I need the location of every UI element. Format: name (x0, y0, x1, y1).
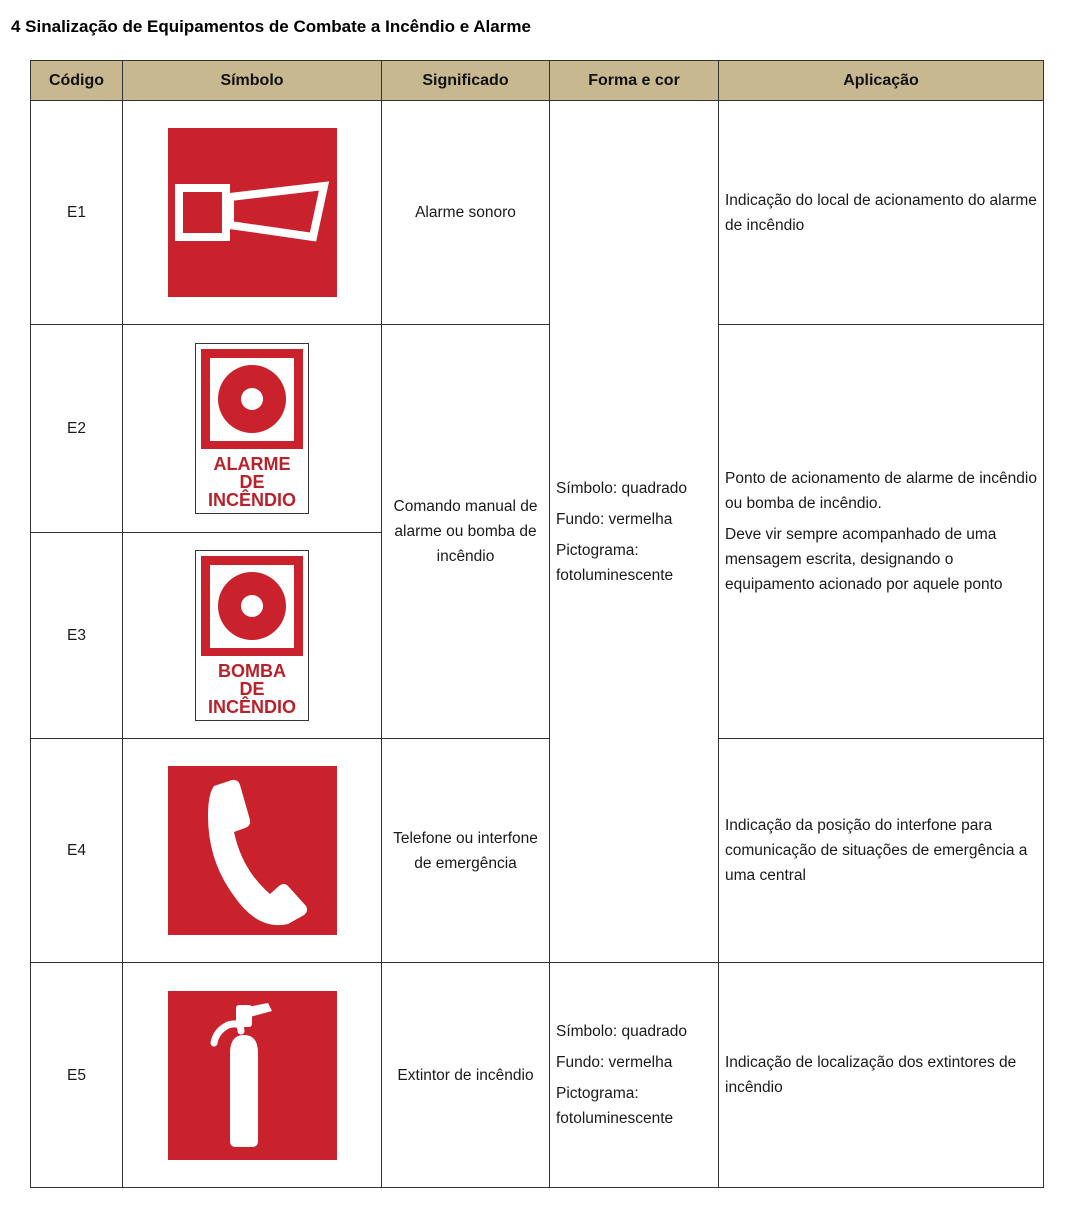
header-symbol: Símbolo (123, 61, 382, 101)
symbol-cell (123, 739, 382, 963)
form-line: Fundo: vermelha (556, 510, 673, 528)
table-row (31, 963, 1044, 1188)
sign-caption: ALARME (213, 454, 291, 474)
symbol-cell (123, 963, 382, 1188)
sign-caption: BOMBA (218, 661, 286, 681)
sign-caption: INCÊNDIO (207, 490, 297, 510)
code-cell: E4 (31, 739, 123, 963)
header-meaning: Significado (382, 61, 550, 101)
table-row (31, 739, 1044, 963)
application-cell (719, 325, 1044, 739)
sign-caption: INCÊNDIO (207, 697, 297, 717)
horn-siren-icon (168, 128, 337, 297)
meaning-cell: Telefone ou interfone de emergência (382, 739, 550, 963)
code-cell: E2 (31, 325, 123, 533)
form-cell (550, 963, 719, 1188)
form-line: Pictograma: fotoluminescente (556, 1085, 674, 1127)
code-cell: E5 (31, 963, 123, 1188)
meaning-cell: Alarme sonoro (382, 101, 550, 325)
code-cell: E1 (31, 101, 123, 325)
table-row (31, 101, 1044, 325)
table-row (31, 325, 1044, 533)
header-form: Forma e cor (550, 61, 719, 101)
page-title: 4 Sinalização de Equipamentos de Combate a Incêndio e Alarme (11, 17, 531, 36)
form-cell (550, 101, 719, 963)
code-cell: E3 (31, 533, 123, 739)
form-line: Símbolo: quadrado (556, 1023, 687, 1040)
header-code: Código (31, 61, 123, 101)
application-text: Indicação da posição do interfone para comunicação de situações de emergência a uma central (725, 817, 1028, 884)
symbol-cell (123, 533, 382, 739)
application-cell (719, 101, 1044, 325)
alarm-button-icon (195, 343, 309, 514)
sign-caption: DE (239, 679, 265, 699)
meaning-cell: Extintor de incêndio (382, 963, 550, 1188)
application-text: Indicação de localização dos extintores de incêndio (725, 1054, 1017, 1096)
form-line: Fundo: vermelha (556, 1054, 673, 1071)
sign-caption: DE (239, 472, 265, 492)
application-cell (719, 963, 1044, 1188)
form-line: Símbolo: quadrado (556, 479, 687, 497)
application-text: Deve vir sempre acompanhado de uma mensagem escrita, designando o equipamento acionado por aquele ponto (725, 526, 1003, 593)
form-line: Pictograma: fotoluminescente (556, 541, 674, 584)
symbol-cell (123, 101, 382, 325)
application-text: Ponto de acionamento de alarme de incêndio ou bomba de incêndio. (725, 470, 1037, 512)
table-header-row (31, 61, 1044, 101)
telephone-icon (168, 766, 337, 935)
symbol-cell (123, 325, 382, 533)
pump-button-icon (195, 550, 309, 721)
fire-extinguisher-icon (168, 991, 337, 1160)
signage-table (30, 60, 1044, 1188)
meaning-cell: Comando manual de alarme ou bomba de incêndio (382, 325, 550, 739)
header-application: Aplicação (719, 61, 1044, 101)
application-text: Indicação do local de acionamento do alarme de incêndio (725, 191, 1037, 234)
application-cell (719, 739, 1044, 963)
